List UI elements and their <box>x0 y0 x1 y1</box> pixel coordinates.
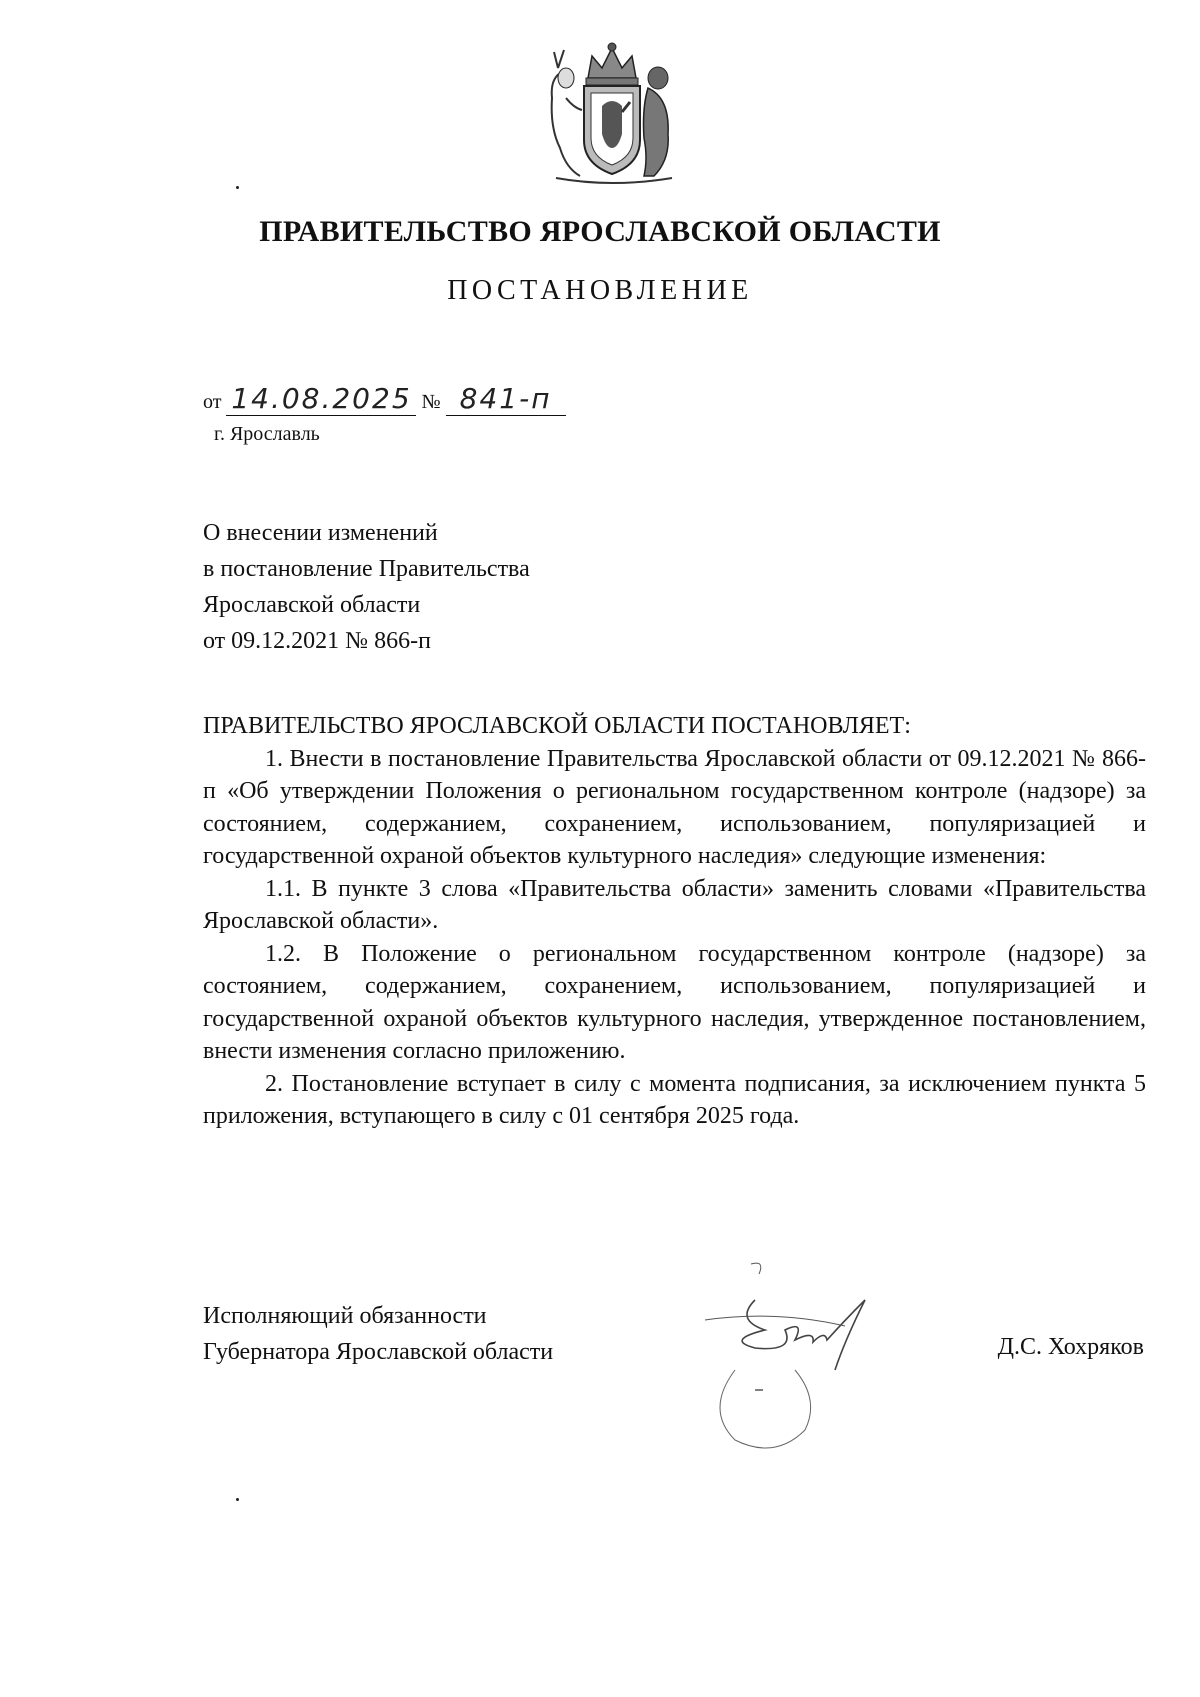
number-underline <box>446 382 566 416</box>
clause-2: 2. Постановление вступает в силу с момента подписания, за исключением пункта 5 приложения, вступающего в силу с 01 сентября 2025 года. <box>203 1070 1146 1129</box>
document-body <box>203 710 1146 1133</box>
registration-line <box>203 382 566 416</box>
handwritten-signature <box>695 1260 945 1460</box>
preamble: ПРАВИТЕЛЬСТВО ЯРОСЛАВСКОЙ ОБЛАСТИ ПОСТАНОВЛЯЕТ: <box>203 713 911 739</box>
signer-position-line: Губернатора Ярославской области <box>203 1339 554 1365</box>
city: г. Ярославль <box>214 423 320 445</box>
subject-line: в постановление Правительства <box>203 556 530 582</box>
signer-position <box>203 1298 553 1370</box>
document-type: ПОСТАНОВЛЕНИЕ <box>447 275 753 306</box>
subject-line: от 09.12.2021 № 866-п <box>203 628 431 654</box>
coat-of-arms-emblem <box>536 38 688 188</box>
signer-position-line: Исполняющий обязанности <box>203 1303 487 1329</box>
signer-name: Д.С. Хохряков <box>997 1334 1144 1360</box>
clause-1-2: 1.2. В Положение о региональном государственном контроле (надзоре) за состоянием, содержанием, сохранением, использованием, популяризацией и государственной охраной объектов культурного наследия, утвержденное постановлением, внести изменения согласно приложению. <box>203 940 1146 1064</box>
number-prefix: № <box>421 391 441 413</box>
subject-line: Ярославской области <box>203 592 421 618</box>
scan-dot <box>236 186 239 189</box>
registration-number: 841-п <box>459 382 552 415</box>
scan-dot <box>236 1498 239 1501</box>
organization-title: ПРАВИТЕЛЬСТВО ЯРОСЛАВСКОЙ ОБЛАСТИ <box>259 215 941 248</box>
date-underline <box>226 382 416 416</box>
document-subject <box>203 515 530 659</box>
clause-1: 1. Внести в постановление Правительства Ярославской области от 09.12.2021 № 866-п «Об утверждении Положения о региональном государственном контроле (надзоре) за состоянием, содержанием, сохранением, использованием, популяризацией и государственной охраной объектов культурного наследия» следующие изменения: <box>203 745 1146 869</box>
subject-line: О внесении изменений <box>203 520 438 546</box>
registration-date: 14.08.2025 <box>231 382 412 415</box>
clause-1-1: 1.1. В пункте 3 слова «Правительства области» заменить словами «Правительства Ярославской области». <box>203 875 1146 934</box>
date-prefix: от <box>203 391 222 413</box>
